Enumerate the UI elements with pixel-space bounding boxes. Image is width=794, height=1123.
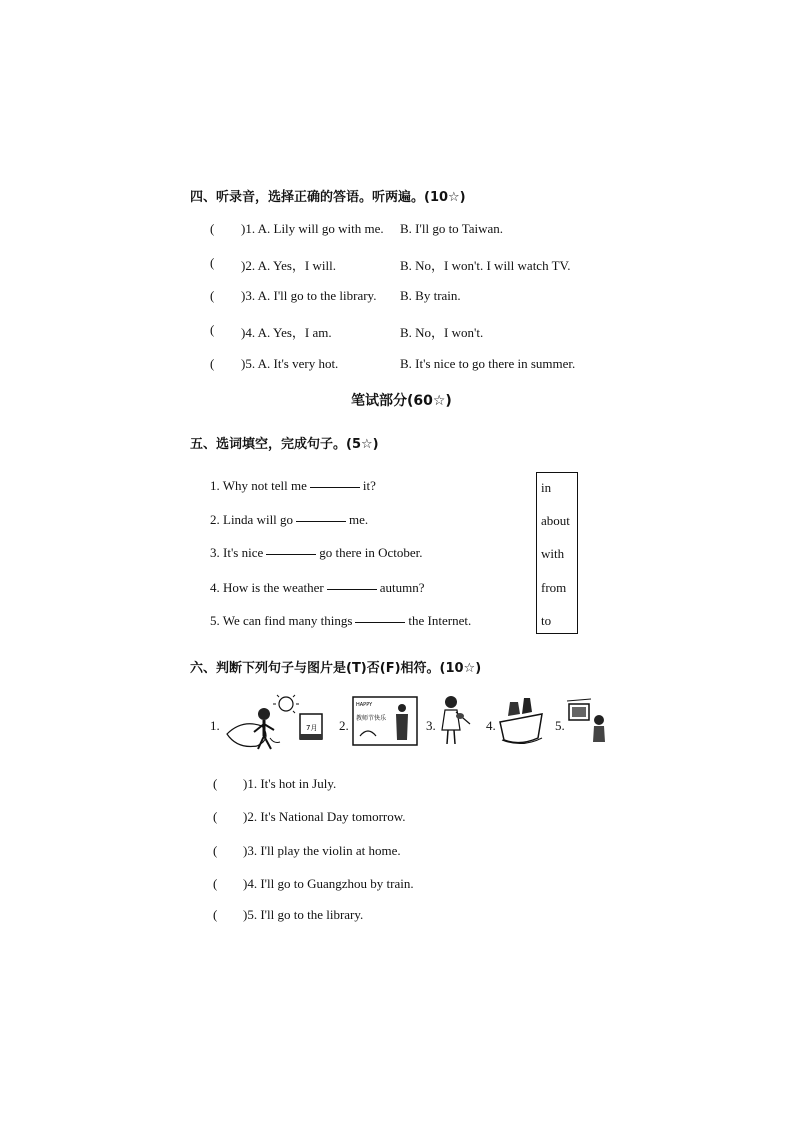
sentence-after: the Internet. [408, 613, 472, 628]
word-bank-word: in [541, 480, 552, 495]
sentence-after: me. [349, 512, 369, 527]
sentence-after: it? [362, 478, 376, 493]
answer-blank[interactable] [327, 588, 377, 590]
sentence-before: 1. Why not tell me [210, 478, 307, 493]
question-option-b: B. By train. [400, 288, 461, 303]
answer-paren[interactable]: ( [210, 288, 215, 303]
statement-text: )1. It's hot in July. [243, 776, 337, 791]
section5-heading: 五、选词填空，完成句子。(5☆) [190, 437, 379, 452]
ship-picture [498, 694, 546, 748]
picture-number: 4. [486, 718, 496, 733]
picture-number: 3. [426, 718, 436, 733]
answer-paren[interactable]: ( [210, 221, 215, 236]
answer-paren[interactable]: ( [210, 255, 215, 270]
sentence-before: 2. Linda will go [210, 512, 294, 527]
picture-number: 2. [339, 718, 349, 733]
answer-paren[interactable]: ( [210, 322, 215, 337]
fill-blank-sentence [210, 545, 423, 561]
statement-text: )3. I'll play the violin at home. [243, 843, 401, 858]
answer-blank[interactable] [266, 553, 316, 555]
sentence-before: 5. We can find many things [210, 613, 353, 628]
fill-blank-sentence [210, 613, 471, 629]
card-greeting-text: 教师节快乐 [356, 715, 387, 722]
answer-paren[interactable]: ( [213, 876, 218, 891]
question-option-a: )2. A. Yes，I will. [241, 258, 336, 273]
word-bank-word: to [541, 613, 552, 628]
question-option-a: )5. A. It's very hot. [241, 356, 339, 371]
word-bank-word: about [541, 513, 570, 528]
section4-heading: 四、听录音，选择正确的答语。听两遍。(10☆) [190, 190, 466, 205]
hot-summer-boy-picture [222, 694, 330, 754]
picture-number: 1. [210, 718, 220, 733]
answer-paren[interactable]: ( [210, 356, 215, 371]
fill-blank-sentence [210, 512, 368, 528]
answer-blank[interactable] [355, 621, 405, 623]
answer-paren[interactable]: ( [213, 907, 218, 922]
question-option-b: B. No，I won't. I will watch TV. [400, 258, 571, 273]
question-option-a: )3. A. I'll go to the library. [241, 288, 377, 303]
picture-number: 5. [555, 718, 565, 733]
sentence-before: 4. How is the weather [210, 580, 324, 595]
statement-text: )2. It's National Day tomorrow. [243, 809, 406, 824]
sentence-after: autumn? [379, 580, 425, 595]
fill-blank-sentence [210, 478, 376, 494]
question-option-a: )4. A. Yes，I am. [241, 325, 332, 340]
card-happy-text: HAPPY [356, 702, 373, 708]
statement-text: )5. I'll go to the library. [243, 907, 364, 922]
sentence-after: go there in October. [319, 545, 423, 560]
word-bank-word: from [541, 580, 567, 595]
section6-heading: 六、判断下列句子与图片是(T)否(F)相符。(10☆) [190, 661, 482, 676]
computer-boy-picture [565, 696, 609, 748]
question-option-b: B. I'll go to Taiwan. [400, 221, 504, 236]
answer-paren[interactable]: ( [213, 776, 218, 791]
greeting-card-picture [352, 696, 420, 748]
calendar-label: 7月 [306, 724, 318, 732]
answer-paren[interactable]: ( [213, 843, 218, 858]
fill-blank-sentence [210, 580, 424, 596]
question-option-b: B. It's nice to go there in summer. [400, 356, 576, 371]
answer-blank[interactable] [296, 520, 346, 522]
sentence-before: 3. It's nice [210, 545, 264, 560]
word-bank-word: with [541, 546, 565, 561]
word-bank [536, 472, 578, 634]
answer-paren[interactable]: ( [213, 809, 218, 824]
question-option-a: )1. A. Lily will go with me. [241, 221, 384, 236]
written-part-title: 笔试部分(60☆) [351, 393, 452, 409]
question-option-b: B. No，I won't. [400, 325, 484, 340]
statement-text: )4. I'll go to Guangzhou by train. [243, 876, 414, 891]
answer-blank[interactable] [310, 486, 360, 488]
violin-girl-picture [436, 692, 474, 750]
